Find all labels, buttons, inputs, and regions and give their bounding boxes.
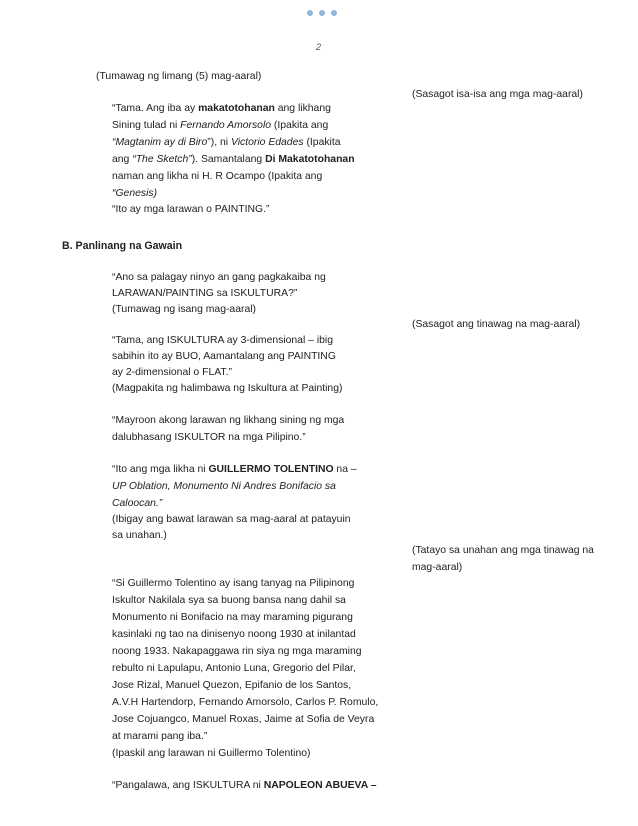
block2-line9: dalubhasang ISKULTOR na mga Pilipino.” (112, 432, 306, 443)
block1-line7: “Ito ay mga larawan o PAINTING.” (112, 204, 270, 215)
block2-line10 (112, 463, 357, 476)
text: Sining tulad ni (112, 120, 181, 131)
block2-line5: sabihin ito ay BUO, Aamantalang ang PAINTING (112, 351, 336, 362)
text: ang (112, 154, 133, 165)
emphasis: Di Makatotohanan (265, 154, 355, 165)
block3-line10: at marami pang iba.” (112, 731, 208, 742)
block3-line6: rebulto ni Lapulapu, Antonio Luna, Gregorio del Pilar, (112, 663, 356, 674)
block1-line4 (112, 153, 355, 166)
text: “Ito ang mga likha ni (112, 464, 209, 475)
right-note-1: (Sasagot isa-isa ang mga mag-aaral) (412, 89, 583, 100)
intro-line: (Tumawag ng limang (5) mag-aaral) (96, 71, 262, 82)
right-note-3b: mag-aaral) (412, 562, 463, 573)
text: ). Samantalang (191, 154, 266, 165)
block2-line4: “Tama, ang ISKULTURA ay 3-dimensional – ibig (112, 335, 333, 346)
artist-name: Fernando Amorsolo (180, 120, 272, 131)
block3-line7: Jose Rizal, Manuel Quezon, Epifanio de los Santos, (112, 680, 352, 691)
text: (Ipakita ang (271, 120, 329, 131)
artwork-title: “The Sketch” (132, 154, 192, 165)
block2-line2: LARAWAN/PAINTING sa ISKULTURA?” (112, 288, 298, 299)
text: ang likhang (274, 103, 331, 114)
right-note-2: (Sasagot ang tinawag na mag-aaral) (412, 319, 581, 330)
ornament-dot (331, 10, 337, 16)
block3-line5: noong 1933. Nakapaggawa rin siya ng mga maraming (112, 646, 362, 657)
block1-line1 (112, 102, 331, 115)
text: “Tama. Ang iba ay (112, 103, 199, 114)
right-note-3a: (Tatayo sa unahan ang mga tinawag na (412, 545, 594, 556)
block3-line1: “Si Guillermo Tolentino ay isang tanyag na Pilipinong (112, 578, 355, 589)
block2-line7: (Magpakita ng halimbawa ng Iskultura at Painting) (112, 383, 343, 394)
text: ”), ni (207, 137, 231, 148)
block2-line3: (Tumawag ng isang mag-aaral) (112, 304, 256, 315)
block2-line8: “Mayroon akong larawan ng likhang sining ng mga (112, 415, 345, 426)
emphasis: makatotohanan (198, 103, 275, 114)
sculptor-name: NAPOLEON ABUEVA – (263, 780, 377, 791)
block3-line2: Iskultor Nakilala sya sa buong bansa nang dahil sa (112, 595, 346, 606)
block2-line12: Caloocan.” (112, 498, 163, 509)
block3-line3: Monumento ni Bonifacio na may maraming pigurang (112, 612, 353, 623)
text: (Ipakita (303, 137, 341, 148)
sculptor-name: GUILLERMO TOLENTINO (208, 464, 334, 475)
block2-line14: sa unahan.) (112, 530, 167, 541)
page-ornament-dots (307, 10, 341, 18)
ornament-dot (307, 10, 313, 16)
block3-line12 (112, 779, 376, 792)
block3-line11: (Ipaskil ang larawan ni Guillermo Tolentino) (112, 748, 311, 759)
block3-line9: Jose Cojuangco, Manuel Roxas, Jaime at Sofia de Veyra (112, 714, 375, 725)
block2-line13: (Ibigay ang bawat larawan sa mag-aaral at patayuin (112, 514, 351, 525)
section-b-heading: B. Panlinang na Gawain (62, 240, 183, 252)
artist-name: Victorio Edades (230, 137, 304, 148)
block2-line11: UP Oblation, Monumento Ni Andres Bonifacio sa (112, 481, 336, 492)
block3-line8: A.V.H Hartendorp, Fernando Amorsolo, Carlos P. Romulo, (112, 697, 379, 708)
block2-line6: ay 2-dimensional o FLAT.” (112, 367, 232, 378)
text: “Pangalawa, ang ISKULTURA ni (112, 780, 264, 791)
block1-line5: naman ang likha ni H. R Ocampo (Ipakita ang (112, 171, 323, 182)
block1-line2 (112, 119, 328, 132)
ornament-dot (319, 10, 325, 16)
block1-line6: “Genesis) (112, 188, 158, 199)
block2-line1: “Ano sa palagay ninyo an gang pagkakaiba ng (112, 272, 326, 283)
page-number: 2 (316, 42, 322, 52)
artwork-title: “Magtanim ay di Biro (112, 137, 208, 148)
block1-line3 (112, 136, 341, 149)
text: na – (333, 464, 357, 475)
block3-line4: kasinlaki ng tao na dinisenyo noong 1930 at inilantad (112, 629, 356, 640)
